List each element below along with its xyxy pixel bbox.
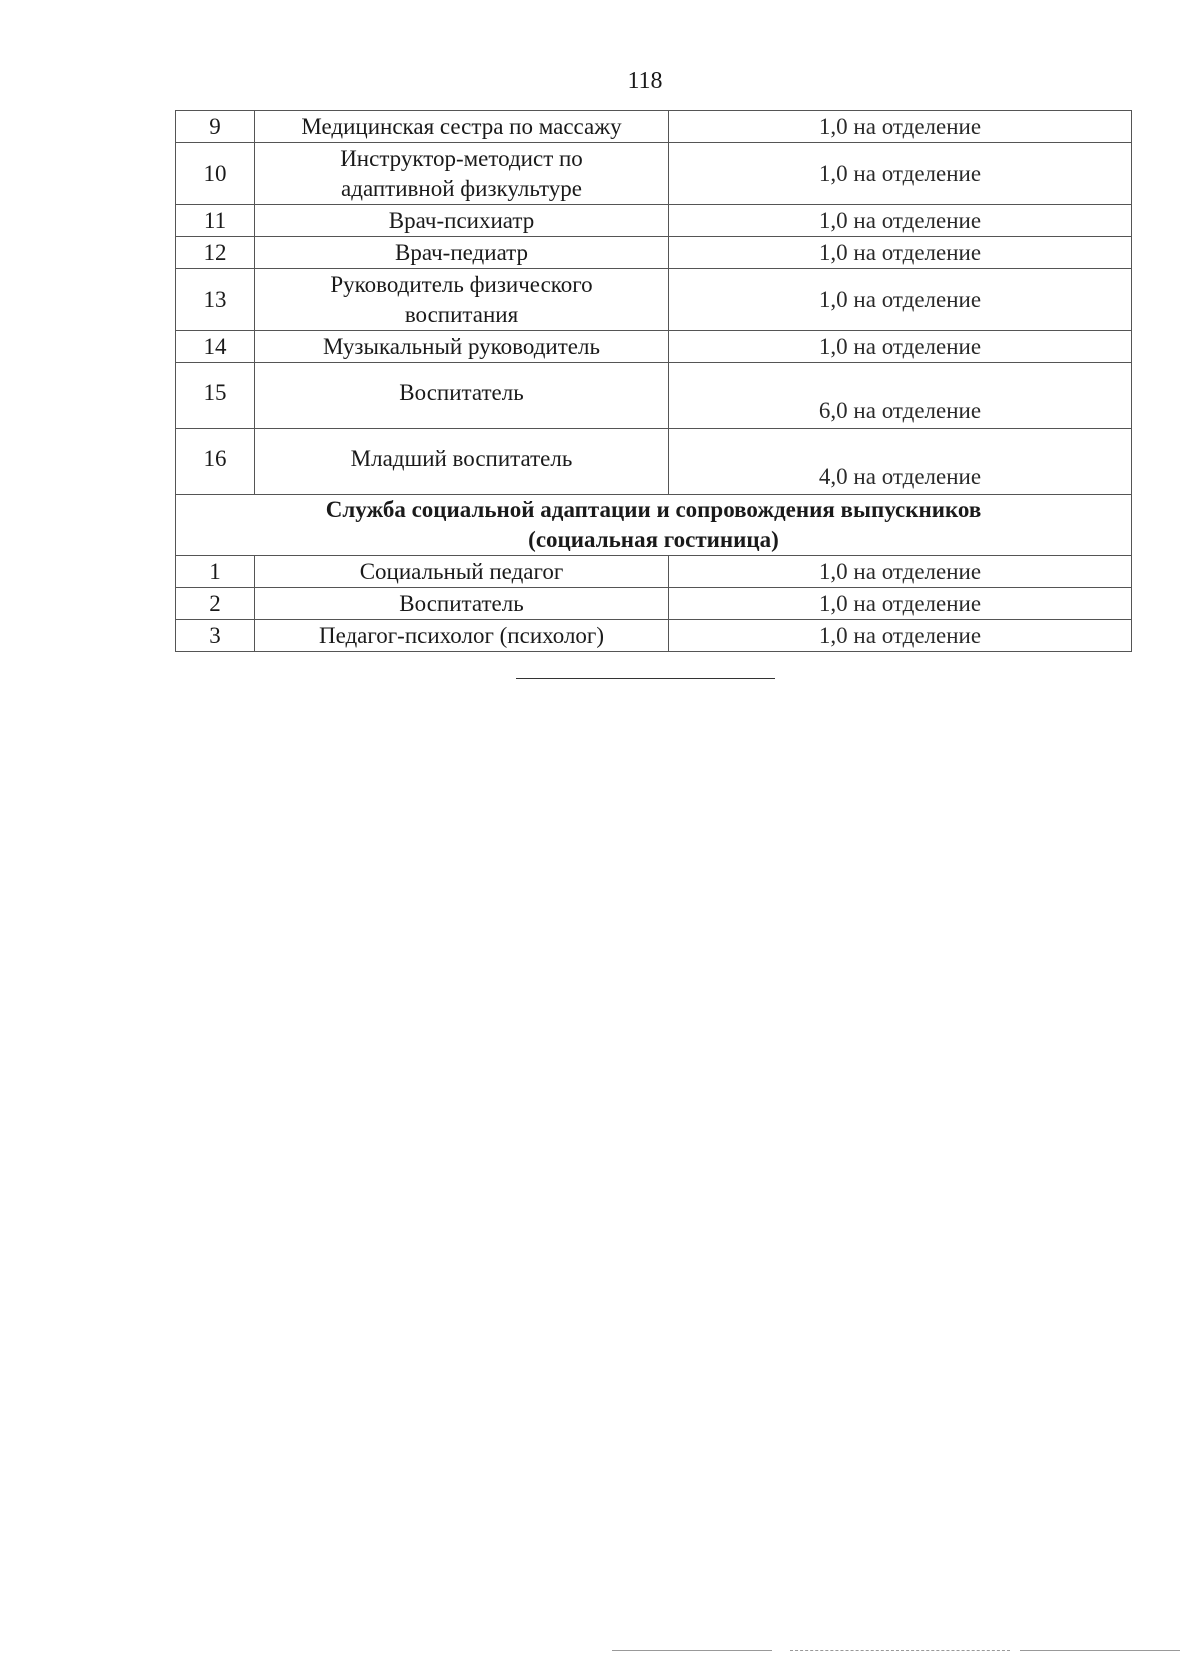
table-row [176, 429, 1132, 495]
table-row [176, 205, 1132, 237]
staffing-table [175, 110, 1132, 652]
row-number: 1 [176, 556, 255, 588]
staff-quantity: 1,0 на отделение [669, 205, 1132, 237]
row-number: 12 [176, 237, 255, 269]
row-number: 2 [176, 588, 255, 620]
section-header-row [176, 495, 1132, 556]
position-name: Младший воспитатель [255, 429, 669, 495]
row-number: 13 [176, 269, 255, 331]
table-row [176, 620, 1132, 652]
table-row [176, 556, 1132, 588]
position-name: Медицинская сестра по массажу [255, 111, 669, 143]
position-name: Музыкальный руководитель [255, 331, 669, 363]
staff-quantity: 1,0 на отделение [669, 269, 1132, 331]
staff-quantity: 4,0 на отделение [669, 429, 1132, 495]
staff-quantity: 1,0 на отделение [669, 111, 1132, 143]
position-name: Педагог-психолог (психолог) [255, 620, 669, 652]
position-line: адаптивной физкультуре [341, 175, 582, 201]
table-row [176, 588, 1132, 620]
position-name: Воспитатель [255, 363, 669, 429]
table-row [176, 331, 1132, 363]
staff-quantity: 1,0 на отделение [669, 620, 1132, 652]
staff-quantity: 1,0 на отделение [669, 143, 1132, 205]
row-number: 3 [176, 620, 255, 652]
footer-divider [790, 1650, 1010, 1651]
row-number: 10 [176, 143, 255, 205]
section-title-line: Служба социальной адаптации и сопровождения выпускников [325, 497, 982, 522]
page-number: 118 [627, 68, 663, 94]
staff-quantity: 6,0 на отделение [669, 363, 1132, 429]
table-row [176, 143, 1132, 205]
position-name [255, 143, 669, 205]
end-of-table-divider [516, 678, 775, 679]
position-line: Руководитель физического [330, 271, 593, 297]
position-name [255, 269, 669, 331]
row-number: 11 [176, 205, 255, 237]
staff-quantity: 1,0 на отделение [669, 237, 1132, 269]
position-name: Врач-психиатр [255, 205, 669, 237]
position-name: Социальный педагог [255, 556, 669, 588]
position-line: Инструктор-методист по [340, 145, 583, 171]
position-name: Воспитатель [255, 588, 669, 620]
row-number: 14 [176, 331, 255, 363]
staff-quantity: 1,0 на отделение [669, 331, 1132, 363]
table-row [176, 363, 1132, 429]
footer-divider [1020, 1650, 1180, 1651]
footer-divider [612, 1650, 772, 1651]
section-title [176, 495, 1132, 556]
section-title-line: (социальная гостиница) [528, 527, 779, 552]
staff-quantity: 1,0 на отделение [669, 556, 1132, 588]
row-number: 9 [176, 111, 255, 143]
table-row [176, 269, 1132, 331]
position-line: воспитания [404, 301, 519, 327]
table-row [176, 237, 1132, 269]
row-number: 16 [176, 429, 255, 495]
table-row [176, 111, 1132, 143]
row-number: 15 [176, 363, 255, 429]
staff-quantity: 1,0 на отделение [669, 588, 1132, 620]
position-name: Врач-педиатр [255, 237, 669, 269]
